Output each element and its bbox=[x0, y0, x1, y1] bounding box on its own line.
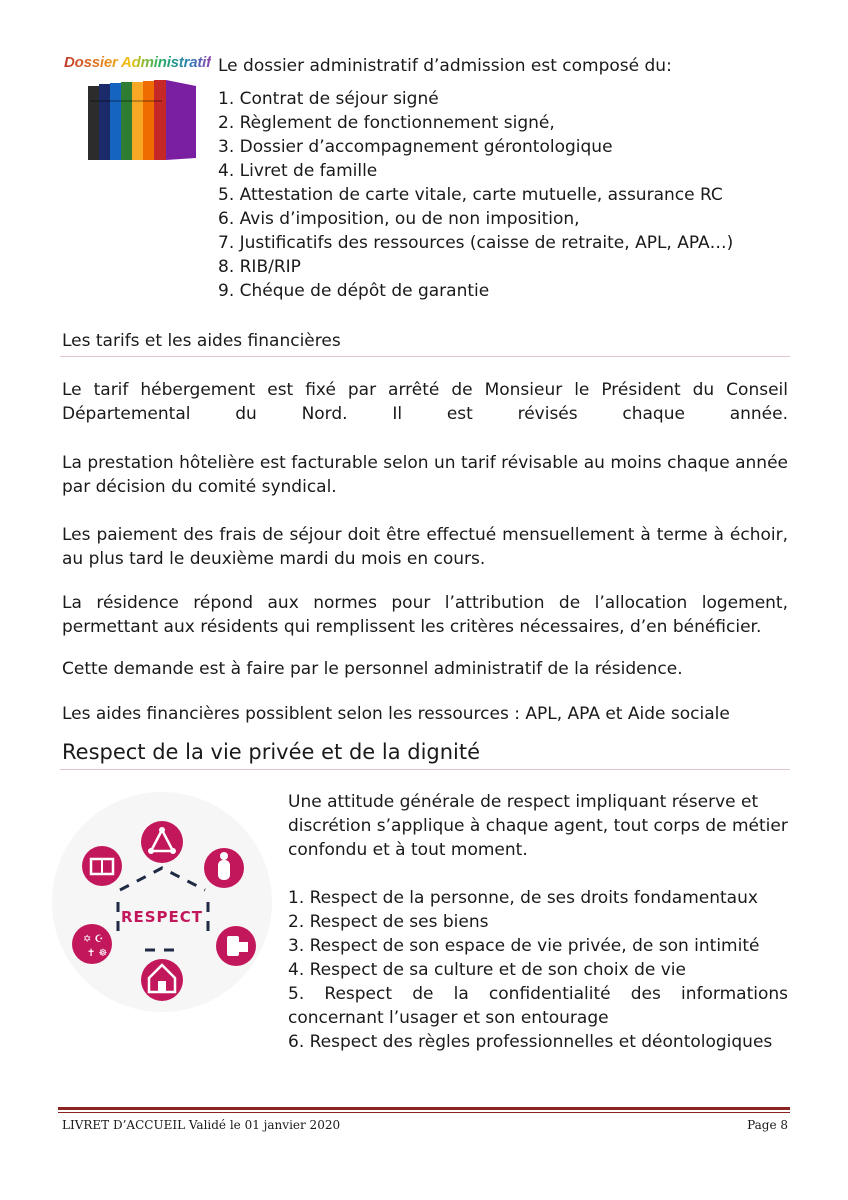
home-icon bbox=[141, 959, 183, 1001]
section-divider bbox=[60, 356, 790, 357]
list-item: 1. Contrat de séjour signé bbox=[218, 89, 439, 109]
book-icon bbox=[82, 846, 122, 886]
list-item: 5. Respect de la confidentialité des informations concernant l’usager et son entourage bbox=[288, 984, 788, 1028]
page-number: Page 8 bbox=[747, 1118, 788, 1132]
network-icon bbox=[141, 821, 183, 863]
list-item: 6. Respect des règles professionnelles et déontologiques bbox=[288, 1032, 773, 1052]
list-item: 8. RIB/RIP bbox=[218, 257, 301, 277]
paragraph: Les paiement des frais de séjour doit être effectué mensuellement à terme à échoir, au plus tard le deuxième mardi du mois en cours. bbox=[62, 525, 788, 569]
paragraph: La résidence répond aux normes pour l’attribution de l’allocation logement, permettant aux résidents qui remplissent les critères nécessaires, d’en bénéficier. bbox=[62, 593, 788, 637]
list-item: 4. Livret de famille bbox=[218, 161, 378, 181]
list-item: 7. Justificatifs des ressources (caisse de retraite, APL, APA…) bbox=[218, 233, 734, 253]
list-item: 3. Dossier d’accompagnement gérontologique bbox=[218, 137, 613, 157]
list-item: 9. Chéque de dépôt de garantie bbox=[218, 281, 490, 301]
list-item: 2. Règlement de fonctionnement signé, bbox=[218, 113, 555, 133]
list-item: 5. Attestation de carte vitale, carte mutuelle, assurance RC bbox=[218, 185, 723, 205]
respect-list bbox=[288, 886, 788, 1054]
paragraph: Les aides financières possiblent selon les ressources : APL, APA et Aide sociale bbox=[62, 704, 730, 724]
dossier-intro: Le dossier administratif d’admission est composé du: bbox=[218, 56, 672, 76]
list-item: 1. Respect de la personne, de ses droits fondamentaux bbox=[288, 888, 758, 908]
binders-icon bbox=[88, 80, 198, 160]
footer-rule bbox=[58, 1107, 790, 1110]
person-icon bbox=[204, 848, 244, 888]
list-item: 6. Avis d’imposition, ou de non imposition, bbox=[218, 209, 580, 229]
respect-label: RESPECT bbox=[120, 908, 204, 926]
list-item: 4. Respect de sa culture et de son choix de vie bbox=[288, 960, 686, 980]
section-heading-tarifs: Les tarifs et les aides financières bbox=[62, 331, 341, 351]
respect-intro: Une attitude générale de respect impliquant réserve et discrétion s’applique à chaque agent, tout corps de métier confondu et à tout moment. bbox=[288, 792, 788, 860]
section-divider bbox=[60, 769, 790, 770]
dossier-list bbox=[218, 87, 733, 303]
footer-title: LIVRET D’ACCUEIL Validé le 01 janvier 2020 bbox=[62, 1118, 341, 1132]
svg-text:✡ ☪: ✡ ☪ bbox=[83, 934, 104, 945]
list-item: 3. Respect de son espace de vie privée, de son intimité bbox=[288, 936, 760, 956]
respect-illustration bbox=[50, 790, 275, 1015]
list-item: 2. Respect de ses biens bbox=[288, 912, 489, 932]
paragraph: La prestation hôtelière est facturable selon un tarif révisable au moins chaque année par décision du comité syndical. bbox=[62, 453, 788, 497]
paragraph: Le tarif hébergement est fixé par arrêté de Monsieur le Président du Conseil Départemental du Nord. Il est révisés chaque année. bbox=[62, 380, 788, 424]
paragraph: Cette demande est à faire par le personnel administratif de la résidence. bbox=[62, 659, 683, 679]
section-heading-respect: Respect de la vie privée et de la dignité bbox=[62, 740, 481, 764]
religion-symbols-icon bbox=[72, 924, 112, 964]
footer-rule-thin bbox=[58, 1112, 790, 1113]
privacy-icon bbox=[216, 926, 256, 966]
dossier-administratif-logo bbox=[64, 50, 211, 168]
svg-text:✝ ☸: ✝ ☸ bbox=[87, 948, 108, 959]
dossier-logo-text: Dossier Administratif bbox=[64, 54, 211, 71]
